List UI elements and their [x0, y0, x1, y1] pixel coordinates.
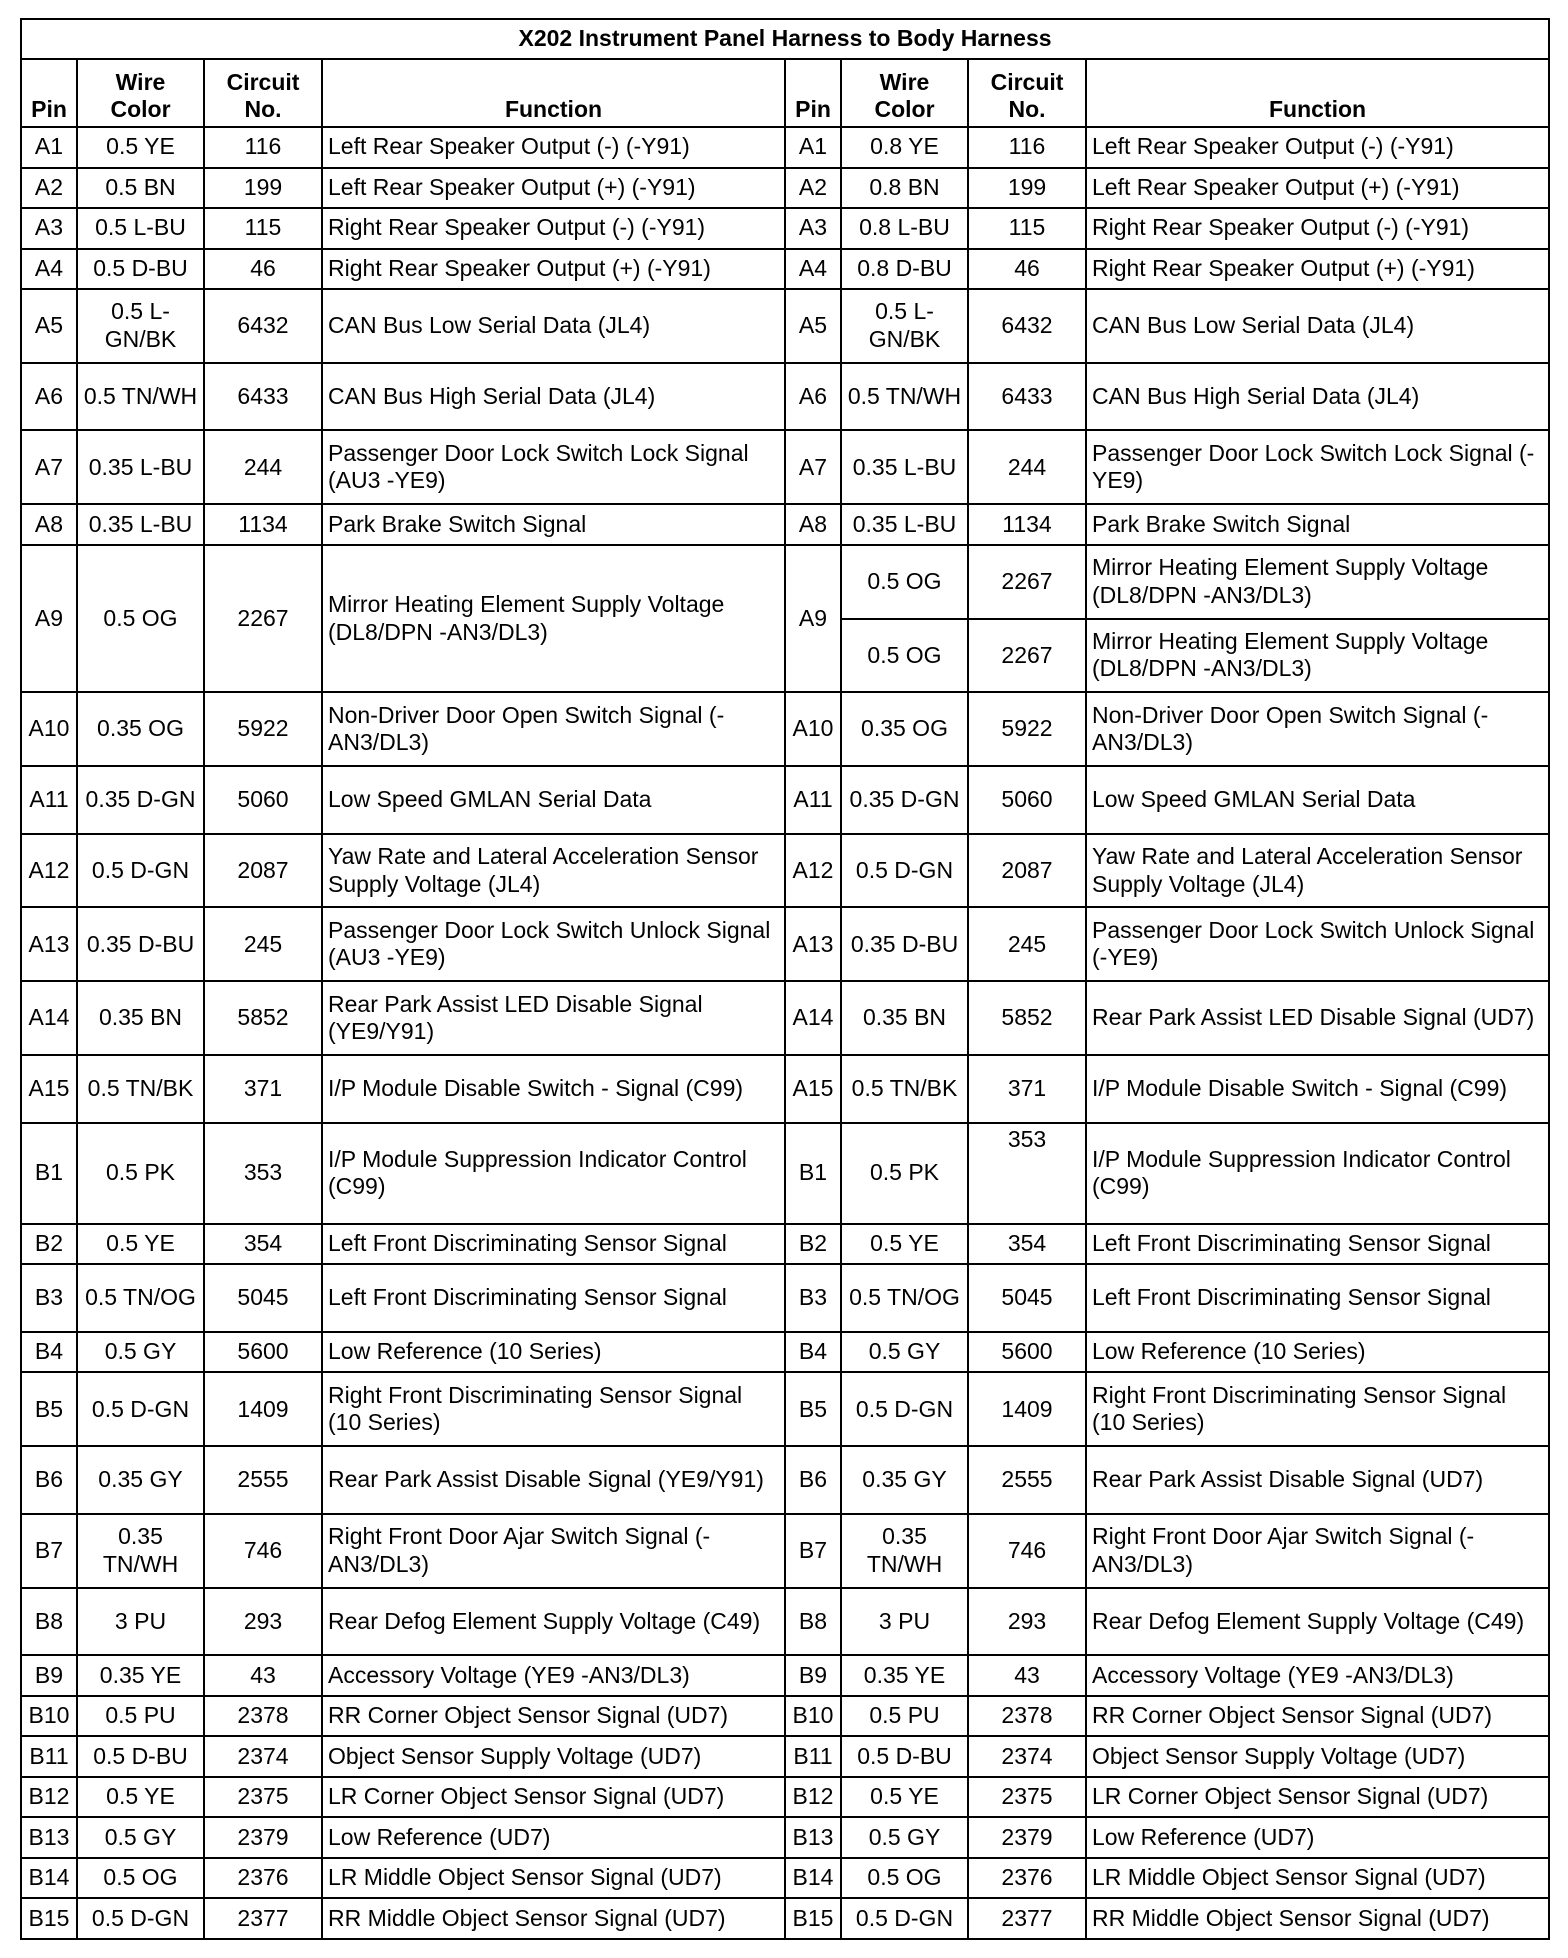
table-row: [21, 1817, 1549, 1858]
cell-function-left: Right Rear Speaker Output (+) (-Y91): [322, 249, 785, 290]
cell-pin-right: B12: [785, 1777, 841, 1818]
cell-pin-left: A7: [21, 430, 77, 504]
table-row: [21, 1332, 1549, 1373]
cell-circuit-right: 245: [968, 907, 1086, 981]
cell-function-left: Low Speed GMLAN Serial Data: [322, 766, 785, 834]
table-row: [21, 1777, 1549, 1818]
cell-wire-color-left: 0.35 TN/WH: [77, 1514, 204, 1588]
cell-wire-color-left: 0.5 D-GN: [77, 834, 204, 908]
cell-function-right: Right Front Discriminating Sensor Signal (10 Series): [1086, 1372, 1549, 1446]
connector-table: [20, 18, 1550, 1940]
cell-function-left: Rear Defog Element Supply Voltage (C49): [322, 1588, 785, 1656]
cell-function-left: Left Rear Speaker Output (-) (-Y91): [322, 127, 785, 168]
cell-circuit-left: 6433: [204, 363, 322, 431]
cell-circuit-left: 2379: [204, 1817, 322, 1858]
cell-pin-left: A10: [21, 692, 77, 766]
cell-circuit-left: 5045: [204, 1264, 322, 1332]
cell-circuit-left: 2378: [204, 1696, 322, 1737]
cell-pin-right: A15: [785, 1055, 841, 1123]
cell-wire-color-right: 0.5 PU: [841, 1696, 968, 1737]
cell-wire-color-left: 0.5 YE: [77, 127, 204, 168]
cell-function-right: Left Front Discriminating Sensor Signal: [1086, 1224, 1549, 1265]
cell-circuit-right: 371: [968, 1055, 1086, 1123]
cell-wire-color-left: 0.5 YE: [77, 1224, 204, 1265]
table-row: [21, 692, 1549, 766]
cell-circuit-right: 2375: [968, 1777, 1086, 1818]
cell-wire-color-right: 0.5 YE: [841, 1224, 968, 1265]
header-function-left: Function: [322, 59, 785, 127]
cell-pin-right: A7: [785, 430, 841, 504]
cell-function-right: LR Middle Object Sensor Signal (UD7): [1086, 1858, 1549, 1899]
cell-function-left: Right Rear Speaker Output (-) (-Y91): [322, 208, 785, 249]
cell-function-right: CAN Bus Low Serial Data (JL4): [1086, 289, 1549, 363]
cell-wire-color-left: 0.5 L-GN/BK: [77, 289, 204, 363]
cell-circuit-right: 293: [968, 1588, 1086, 1656]
cell-wire-color-right: 0.5 D-GN: [841, 834, 968, 908]
cell-wire-color-right: 0.35 TN/WH: [841, 1514, 968, 1588]
table-row: [21, 545, 1549, 619]
cell-pin-left: B9: [21, 1655, 77, 1696]
cell-circuit-left: 2377: [204, 1898, 322, 1939]
cell-circuit-left: 244: [204, 430, 322, 504]
cell-function-right: Park Brake Switch Signal: [1086, 504, 1549, 545]
cell-function-right: I/P Module Disable Switch - Signal (C99): [1086, 1055, 1549, 1123]
cell-wire-color-left: 0.5 PU: [77, 1696, 204, 1737]
cell-wire-color-left: 0.35 L-BU: [77, 504, 204, 545]
cell-pin-right: A4: [785, 249, 841, 290]
cell-function-left: Left Front Discriminating Sensor Signal: [322, 1264, 785, 1332]
header-wire-color-left: Wire Color: [77, 59, 204, 127]
cell-circuit-left: 2374: [204, 1736, 322, 1777]
cell-pin-right: A13: [785, 907, 841, 981]
cell-circuit-left: 199: [204, 168, 322, 209]
cell-circuit-left: 293: [204, 1588, 322, 1656]
table-body: [21, 127, 1549, 1939]
cell-wire-color-left: 3 PU: [77, 1588, 204, 1656]
cell-function-left: CAN Bus Low Serial Data (JL4): [322, 289, 785, 363]
cell-circuit-right: 746: [968, 1514, 1086, 1588]
cell-function-right: CAN Bus High Serial Data (JL4): [1086, 363, 1549, 431]
table-row: [21, 208, 1549, 249]
cell-circuit-right: 2555: [968, 1446, 1086, 1514]
table-row: [21, 1372, 1549, 1446]
cell-function-left: Passenger Door Lock Switch Lock Signal (AU3 -YE9): [322, 430, 785, 504]
cell-function-left: Yaw Rate and Lateral Acceleration Sensor Supply Voltage (JL4): [322, 834, 785, 908]
cell-pin-left: B5: [21, 1372, 77, 1446]
cell-wire-color-right: 0.35 GY: [841, 1446, 968, 1514]
cell-wire-color-right: 0.8 YE: [841, 127, 968, 168]
cell-wire-color-left: 0.5 BN: [77, 168, 204, 209]
cell-pin-right: B2: [785, 1224, 841, 1265]
cell-pin-left: A4: [21, 249, 77, 290]
cell-pin-right: B9: [785, 1655, 841, 1696]
cell-function-left: Accessory Voltage (YE9 -AN3/DL3): [322, 1655, 785, 1696]
cell-function-right: Passenger Door Lock Switch Lock Signal (-YE9): [1086, 430, 1549, 504]
cell-circuit-left: 1409: [204, 1372, 322, 1446]
cell-pin-right: B15: [785, 1898, 841, 1939]
cell-wire-color-left: 0.5 GY: [77, 1332, 204, 1373]
cell-circuit-left: 5852: [204, 981, 322, 1055]
cell-wire-color-right: 0.8 BN: [841, 168, 968, 209]
cell-function-left: Passenger Door Lock Switch Unlock Signal (AU3 -YE9): [322, 907, 785, 981]
cell-function-right: I/P Module Suppression Indicator Control (C99): [1086, 1123, 1549, 1224]
cell-wire-color-right: 0.5 D-BU: [841, 1736, 968, 1777]
header-circuit-right: Circuit No.: [968, 59, 1086, 127]
cell-pin-left: A12: [21, 834, 77, 908]
cell-function-right: Rear Park Assist LED Disable Signal (UD7): [1086, 981, 1549, 1055]
cell-circuit-left: 2555: [204, 1446, 322, 1514]
cell-wire-color-left: 0.35 GY: [77, 1446, 204, 1514]
cell-pin-right: A11: [785, 766, 841, 834]
cell-wire-color-right: 0.5 D-GN: [841, 1898, 968, 1939]
cell-circuit-left: 245: [204, 907, 322, 981]
cell-function-left: CAN Bus High Serial Data (JL4): [322, 363, 785, 431]
cell-function-left: Park Brake Switch Signal: [322, 504, 785, 545]
cell-function-right: Yaw Rate and Lateral Acceleration Sensor Supply Voltage (JL4): [1086, 834, 1549, 908]
cell-function-left: Low Reference (10 Series): [322, 1332, 785, 1373]
cell-wire-color-right: 0.5 OG: [841, 619, 968, 693]
table-row: [21, 430, 1549, 504]
cell-circuit-left: 1134: [204, 504, 322, 545]
cell-circuit-right: 1134: [968, 504, 1086, 545]
cell-wire-color-right: 0.35 OG: [841, 692, 968, 766]
cell-pin-right: A6: [785, 363, 841, 431]
table-row: [21, 1655, 1549, 1696]
cell-wire-color-left: 0.35 OG: [77, 692, 204, 766]
cell-pin-right: A10: [785, 692, 841, 766]
cell-function-right: RR Middle Object Sensor Signal (UD7): [1086, 1898, 1549, 1939]
table-row: [21, 1898, 1549, 1939]
cell-circuit-right: 2377: [968, 1898, 1086, 1939]
cell-function-left: RR Corner Object Sensor Signal (UD7): [322, 1696, 785, 1737]
cell-pin-left: B10: [21, 1696, 77, 1737]
table-row: [21, 1696, 1549, 1737]
cell-circuit-right: 46: [968, 249, 1086, 290]
cell-circuit-left: 43: [204, 1655, 322, 1696]
cell-wire-color-right: 0.8 D-BU: [841, 249, 968, 290]
cell-wire-color-right: 0.35 L-BU: [841, 504, 968, 545]
cell-function-left: Object Sensor Supply Voltage (UD7): [322, 1736, 785, 1777]
cell-wire-color-left: 0.5 D-BU: [77, 1736, 204, 1777]
cell-pin-right: B7: [785, 1514, 841, 1588]
cell-circuit-left: 5060: [204, 766, 322, 834]
cell-pin-right: B1: [785, 1123, 841, 1224]
cell-function-left: RR Middle Object Sensor Signal (UD7): [322, 1898, 785, 1939]
table-row: [21, 249, 1549, 290]
cell-circuit-right: 5045: [968, 1264, 1086, 1332]
cell-pin-right: B10: [785, 1696, 841, 1737]
table-row: [21, 363, 1549, 431]
cell-wire-color-left: 0.35 D-BU: [77, 907, 204, 981]
cell-circuit-right: 5060: [968, 766, 1086, 834]
cell-pin-left: B12: [21, 1777, 77, 1818]
cell-function-right: Left Rear Speaker Output (-) (-Y91): [1086, 127, 1549, 168]
table-row: [21, 1055, 1549, 1123]
table-title: X202 Instrument Panel Harness to Body Harness: [21, 19, 1549, 59]
cell-pin-right: A3: [785, 208, 841, 249]
cell-pin-right: B14: [785, 1858, 841, 1899]
cell-function-left: LR Middle Object Sensor Signal (UD7): [322, 1858, 785, 1899]
table-row: [21, 834, 1549, 908]
cell-pin-left: B13: [21, 1817, 77, 1858]
cell-wire-color-right: 0.5 D-GN: [841, 1372, 968, 1446]
cell-function-right: Mirror Heating Element Supply Voltage (DL8/DPN -AN3/DL3): [1086, 545, 1549, 619]
cell-circuit-right: 6432: [968, 289, 1086, 363]
cell-pin-right: A1: [785, 127, 841, 168]
cell-circuit-left: 2087: [204, 834, 322, 908]
table-row: [21, 1264, 1549, 1332]
cell-circuit-right: 2267: [968, 545, 1086, 619]
cell-pin-right: B6: [785, 1446, 841, 1514]
cell-wire-color-left: 0.5 TN/WH: [77, 363, 204, 431]
cell-circuit-left: 46: [204, 249, 322, 290]
cell-circuit-left: 5600: [204, 1332, 322, 1373]
cell-pin-left: A8: [21, 504, 77, 545]
cell-function-right: Mirror Heating Element Supply Voltage (DL8/DPN -AN3/DL3): [1086, 619, 1549, 693]
cell-wire-color-left: 0.35 L-BU: [77, 430, 204, 504]
cell-function-right: Object Sensor Supply Voltage (UD7): [1086, 1736, 1549, 1777]
cell-wire-color-right: 3 PU: [841, 1588, 968, 1656]
cell-wire-color-right: 0.35 L-BU: [841, 430, 968, 504]
cell-circuit-right: 5600: [968, 1332, 1086, 1373]
cell-function-left: I/P Module Disable Switch - Signal (C99): [322, 1055, 785, 1123]
cell-pin-right: B3: [785, 1264, 841, 1332]
table-row: [21, 168, 1549, 209]
cell-function-right: Low Reference (10 Series): [1086, 1332, 1549, 1373]
cell-pin-left: A1: [21, 127, 77, 168]
cell-wire-color-right: 0.5 OG: [841, 545, 968, 619]
cell-wire-color-right: 0.8 L-BU: [841, 208, 968, 249]
cell-pin-left: B7: [21, 1514, 77, 1588]
cell-wire-color-left: 0.35 BN: [77, 981, 204, 1055]
cell-pin-left: B14: [21, 1858, 77, 1899]
cell-function-left: Rear Park Assist Disable Signal (YE9/Y91): [322, 1446, 785, 1514]
cell-wire-color-left: 0.35 D-GN: [77, 766, 204, 834]
table-row: [21, 1446, 1549, 1514]
cell-wire-color-left: 0.5 YE: [77, 1777, 204, 1818]
cell-function-right: Non-Driver Door Open Switch Signal (-AN3/DL3): [1086, 692, 1549, 766]
cell-wire-color-left: 0.5 L-BU: [77, 208, 204, 249]
cell-wire-color-left: 0.35 YE: [77, 1655, 204, 1696]
cell-pin-left: B15: [21, 1898, 77, 1939]
cell-pin-right: B11: [785, 1736, 841, 1777]
cell-wire-color-right: 0.35 BN: [841, 981, 968, 1055]
header-wire-color-right: Wire Color: [841, 59, 968, 127]
cell-pin-left: B8: [21, 1588, 77, 1656]
cell-pin-right: B8: [785, 1588, 841, 1656]
cell-pin-left: A5: [21, 289, 77, 363]
cell-circuit-left: 116: [204, 127, 322, 168]
cell-pin-right: A5: [785, 289, 841, 363]
table-row: [21, 981, 1549, 1055]
cell-wire-color-left: 0.5 TN/OG: [77, 1264, 204, 1332]
cell-function-left: LR Corner Object Sensor Signal (UD7): [322, 1777, 785, 1818]
cell-function-left: Left Rear Speaker Output (+) (-Y91): [322, 168, 785, 209]
cell-circuit-right: 116: [968, 127, 1086, 168]
header-function-right: Function: [1086, 59, 1549, 127]
cell-circuit-right: 2376: [968, 1858, 1086, 1899]
cell-function-right: Passenger Door Lock Switch Unlock Signal (-YE9): [1086, 907, 1549, 981]
cell-pin-right: A9: [785, 545, 841, 693]
cell-wire-color-right: 0.5 PK: [841, 1123, 968, 1224]
cell-circuit-left: 115: [204, 208, 322, 249]
cell-function-right: Right Front Door Ajar Switch Signal (-AN3/DL3): [1086, 1514, 1549, 1588]
cell-wire-color-left: 0.5 OG: [77, 545, 204, 693]
cell-circuit-left: 2375: [204, 1777, 322, 1818]
cell-pin-left: B11: [21, 1736, 77, 1777]
cell-pin-left: B4: [21, 1332, 77, 1373]
cell-function-right: Left Rear Speaker Output (+) (-Y91): [1086, 168, 1549, 209]
cell-circuit-left: 2376: [204, 1858, 322, 1899]
table-row: [21, 127, 1549, 168]
cell-pin-left: A15: [21, 1055, 77, 1123]
cell-wire-color-right: 0.35 D-GN: [841, 766, 968, 834]
cell-pin-right: A14: [785, 981, 841, 1055]
cell-circuit-right: 2374: [968, 1736, 1086, 1777]
cell-pin-left: A11: [21, 766, 77, 834]
cell-function-right: Rear Park Assist Disable Signal (UD7): [1086, 1446, 1549, 1514]
cell-wire-color-left: 0.5 GY: [77, 1817, 204, 1858]
cell-function-right: Left Front Discriminating Sensor Signal: [1086, 1264, 1549, 1332]
cell-pin-left: B6: [21, 1446, 77, 1514]
cell-circuit-left: 353: [204, 1123, 322, 1224]
cell-circuit-right: 115: [968, 208, 1086, 249]
cell-function-left: Right Front Discriminating Sensor Signal (10 Series): [322, 1372, 785, 1446]
cell-circuit-left: 6432: [204, 289, 322, 363]
cell-pin-left: A13: [21, 907, 77, 981]
cell-wire-color-right: 0.5 TN/WH: [841, 363, 968, 431]
cell-circuit-left: 746: [204, 1514, 322, 1588]
cell-function-left: Low Reference (UD7): [322, 1817, 785, 1858]
cell-function-right: Accessory Voltage (YE9 -AN3/DL3): [1086, 1655, 1549, 1696]
cell-wire-color-right: 0.5 L-GN/BK: [841, 289, 968, 363]
cell-circuit-right: 199: [968, 168, 1086, 209]
cell-function-left: Rear Park Assist LED Disable Signal (YE9/Y91): [322, 981, 785, 1055]
cell-function-left: Left Front Discriminating Sensor Signal: [322, 1224, 785, 1265]
cell-circuit-left: 5922: [204, 692, 322, 766]
cell-wire-color-right: 0.5 GY: [841, 1332, 968, 1373]
cell-pin-left: B1: [21, 1123, 77, 1224]
cell-pin-left: A2: [21, 168, 77, 209]
cell-wire-color-left: 0.5 TN/BK: [77, 1055, 204, 1123]
cell-circuit-right: 354: [968, 1224, 1086, 1265]
table-row: [21, 1123, 1549, 1224]
cell-wire-color-right: 0.5 TN/BK: [841, 1055, 968, 1123]
header-circuit-left: Circuit No.: [204, 59, 322, 127]
table-row: [21, 907, 1549, 981]
cell-function-right: LR Corner Object Sensor Signal (UD7): [1086, 1777, 1549, 1818]
cell-function-right: Right Rear Speaker Output (-) (-Y91): [1086, 208, 1549, 249]
cell-wire-color-left: 0.5 PK: [77, 1123, 204, 1224]
cell-pin-left: A6: [21, 363, 77, 431]
cell-circuit-right: 353: [968, 1123, 1086, 1224]
cell-pin-left: B2: [21, 1224, 77, 1265]
cell-function-right: Right Rear Speaker Output (+) (-Y91): [1086, 249, 1549, 290]
cell-circuit-right: 244: [968, 430, 1086, 504]
table-row: [21, 1514, 1549, 1588]
cell-circuit-right: 2379: [968, 1817, 1086, 1858]
table-row: [21, 1858, 1549, 1899]
cell-circuit-right: 5922: [968, 692, 1086, 766]
cell-wire-color-right: 0.5 GY: [841, 1817, 968, 1858]
table-row: [21, 504, 1549, 545]
cell-circuit-right: 5852: [968, 981, 1086, 1055]
table-row: [21, 289, 1549, 363]
cell-circuit-right: 1409: [968, 1372, 1086, 1446]
cell-circuit-right: 2378: [968, 1696, 1086, 1737]
cell-circuit-right: 2267: [968, 619, 1086, 693]
cell-wire-color-left: 0.5 D-BU: [77, 249, 204, 290]
table-row: [21, 1736, 1549, 1777]
cell-function-right: Low Reference (UD7): [1086, 1817, 1549, 1858]
cell-circuit-right: 6433: [968, 363, 1086, 431]
cell-circuit-left: 354: [204, 1224, 322, 1265]
cell-circuit-right: 43: [968, 1655, 1086, 1696]
cell-pin-right: A2: [785, 168, 841, 209]
table-row: [21, 766, 1549, 834]
cell-pin-right: B4: [785, 1332, 841, 1373]
cell-pin-left: A9: [21, 545, 77, 693]
cell-function-right: RR Corner Object Sensor Signal (UD7): [1086, 1696, 1549, 1737]
cell-pin-left: A14: [21, 981, 77, 1055]
cell-pin-right: B13: [785, 1817, 841, 1858]
cell-wire-color-left: 0.5 OG: [77, 1858, 204, 1899]
cell-pin-right: A8: [785, 504, 841, 545]
cell-pin-right: A12: [785, 834, 841, 908]
cell-pin-right: B5: [785, 1372, 841, 1446]
cell-circuit-right: 2087: [968, 834, 1086, 908]
cell-function-left: Right Front Door Ajar Switch Signal (-AN3/DL3): [322, 1514, 785, 1588]
cell-pin-left: B3: [21, 1264, 77, 1332]
cell-wire-color-right: 0.35 YE: [841, 1655, 968, 1696]
header-pin-left: Pin: [21, 59, 77, 127]
cell-circuit-left: 371: [204, 1055, 322, 1123]
cell-function-left: I/P Module Suppression Indicator Control (C99): [322, 1123, 785, 1224]
cell-wire-color-right: 0.5 TN/OG: [841, 1264, 968, 1332]
cell-wire-color-right: 0.5 OG: [841, 1858, 968, 1899]
cell-circuit-left: 2267: [204, 545, 322, 693]
cell-pin-left: A3: [21, 208, 77, 249]
cell-function-left: Mirror Heating Element Supply Voltage (DL8/DPN -AN3/DL3): [322, 545, 785, 693]
header-pin-right: Pin: [785, 59, 841, 127]
cell-function-right: Low Speed GMLAN Serial Data: [1086, 766, 1549, 834]
cell-wire-color-left: 0.5 D-GN: [77, 1898, 204, 1939]
table-row: [21, 1588, 1549, 1656]
table-row: [21, 1224, 1549, 1265]
cell-wire-color-left: 0.5 D-GN: [77, 1372, 204, 1446]
cell-wire-color-right: 0.5 YE: [841, 1777, 968, 1818]
cell-wire-color-right: 0.35 D-BU: [841, 907, 968, 981]
cell-function-left: Non-Driver Door Open Switch Signal (-AN3/DL3): [322, 692, 785, 766]
cell-function-right: Rear Defog Element Supply Voltage (C49): [1086, 1588, 1549, 1656]
